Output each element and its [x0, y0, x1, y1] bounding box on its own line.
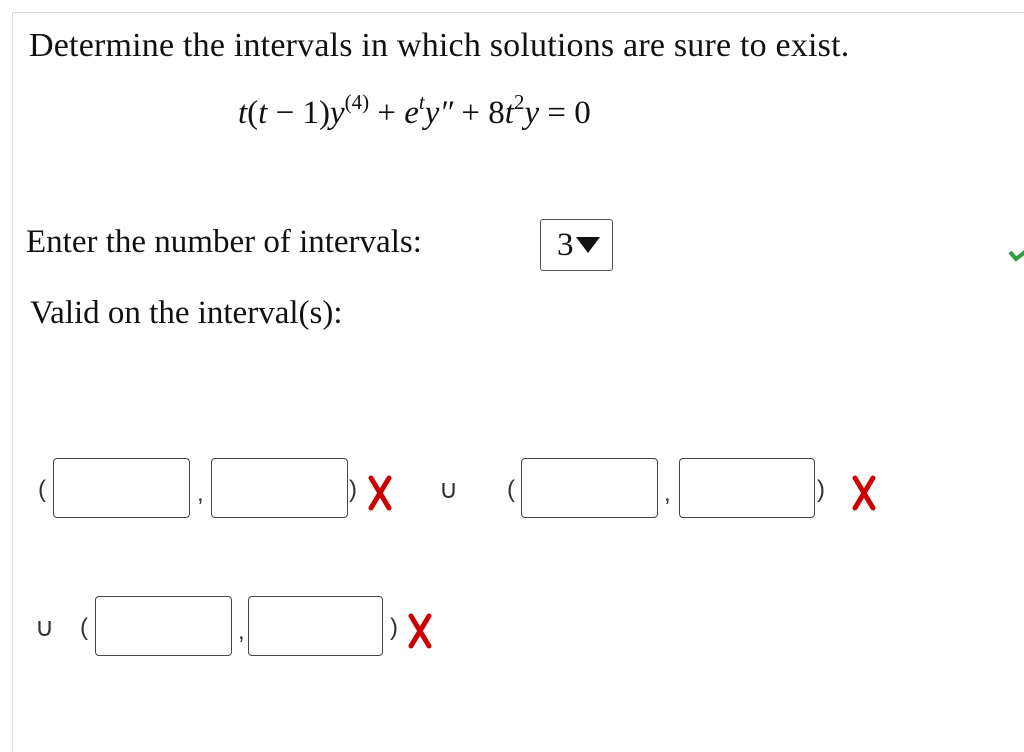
eq-t2: t	[258, 95, 268, 131]
interval-3-comma: ,	[238, 618, 245, 645]
valid-intervals-label: Valid on the interval(s):	[30, 295, 343, 331]
interval-2-lower-input[interactable]	[521, 458, 658, 518]
eq-equals: = 0	[539, 95, 591, 131]
eq-open: (	[247, 95, 259, 131]
union-symbol-1: ∪	[439, 474, 459, 504]
incorrect-x-icon	[405, 613, 435, 649]
eq-order: (4)	[344, 90, 370, 114]
eq-t-exp: t	[418, 90, 425, 114]
question-prompt: Determine the intervals in which solutions are sure to exist.	[29, 27, 850, 64]
incorrect-x-icon	[365, 475, 395, 511]
dropdown-triangle-icon	[576, 237, 600, 253]
interval-count-value: 3	[557, 226, 574, 263]
differential-equation	[238, 92, 591, 132]
eq-plus1: +	[369, 95, 405, 131]
eq-sq: 2	[513, 90, 525, 114]
interval-1-close-paren: )	[349, 476, 357, 503]
checkmark-icon	[1008, 248, 1024, 262]
interval-1-comma: ,	[197, 480, 204, 507]
interval-1-lower-input[interactable]	[53, 458, 190, 518]
interval-3-lower-input[interactable]	[95, 596, 232, 656]
eq-y3: y	[524, 95, 540, 131]
interval-2-open-paren: (	[507, 476, 515, 503]
incorrect-x-icon	[849, 475, 879, 511]
interval-3-close-paren: )	[390, 614, 398, 641]
eq-plus2: + 8	[453, 95, 505, 131]
interval-1-upper-input[interactable]	[211, 458, 348, 518]
eq-t3: t	[504, 95, 514, 131]
interval-3-upper-input[interactable]	[248, 596, 383, 656]
interval-2-close-paren: )	[817, 476, 825, 503]
eq-y1: y	[329, 95, 345, 131]
interval-count-label: Enter the number of intervals:	[26, 224, 422, 260]
eq-y2: y″	[424, 95, 454, 131]
eq-t: t	[238, 95, 248, 131]
eq-e: e	[404, 95, 419, 131]
interval-count-select[interactable]	[540, 219, 613, 271]
interval-2-comma: ,	[664, 480, 671, 507]
interval-3-open-paren: (	[80, 614, 88, 641]
interval-2-upper-input[interactable]	[679, 458, 815, 518]
interval-1-open-paren: (	[38, 476, 46, 503]
eq-minus: − 1)	[267, 95, 330, 131]
union-symbol-2: ∪	[35, 612, 55, 642]
